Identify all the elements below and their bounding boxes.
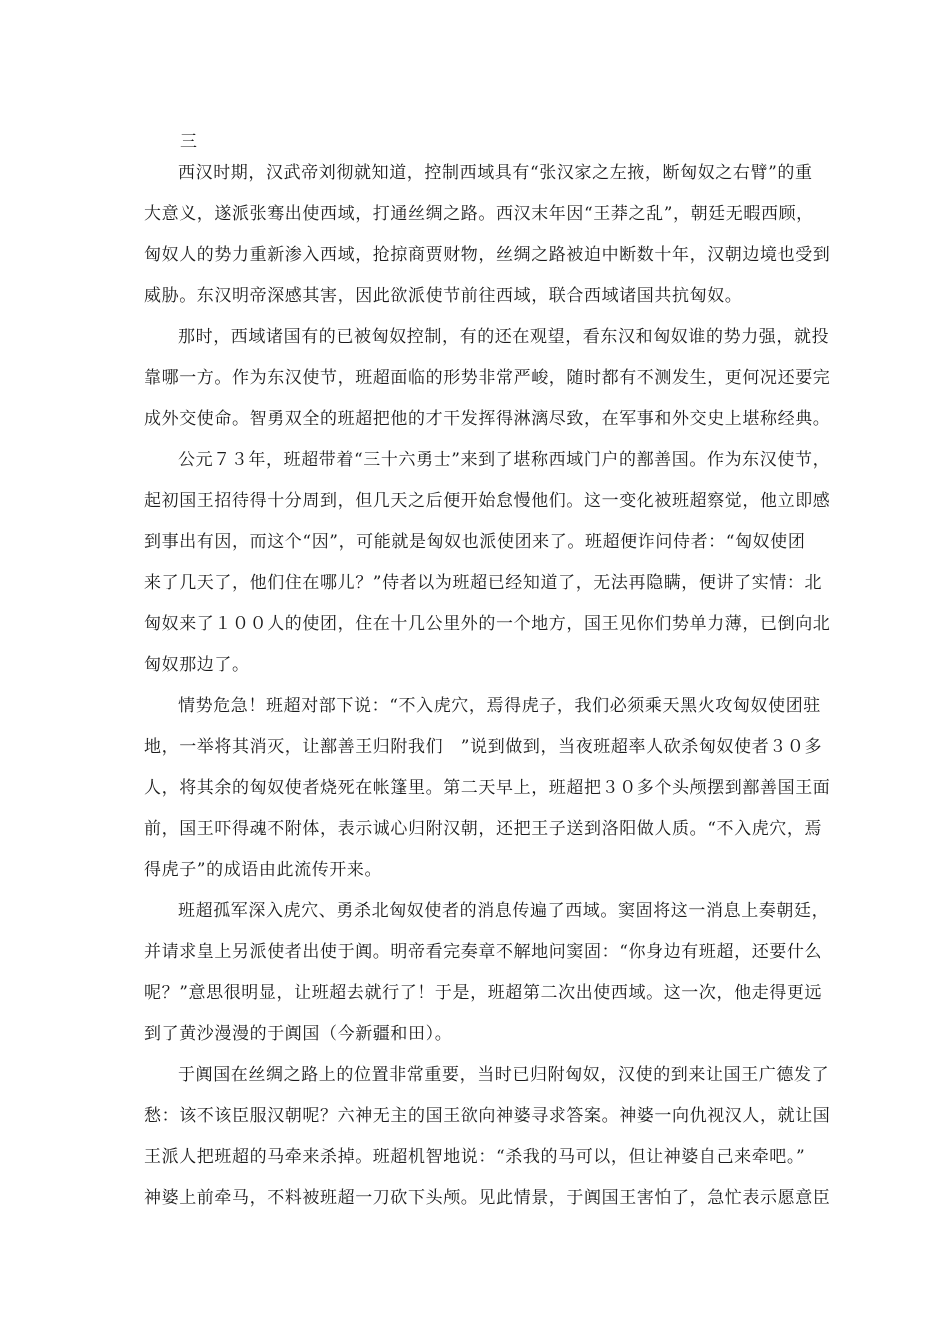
text-line: 地，一举将其消灭，让鄯善王归附我们 ”说到做到，当夜班超率人砍杀匈奴使者３０多 [144, 737, 823, 757]
text-line: 匈奴人的势力重新渗入西域，抢掠商贾财物，丝绸之路被迫中断数十年，汉朝边境也受到 [144, 245, 831, 265]
text-line: 人，将其余的匈奴使者烧死在帐篷里。第二天早上，班超把３０多个头颅摆到鄯善国王面 [144, 778, 831, 798]
text-line: 于阗国在丝绸之路上的位置非常重要，当时已归附匈奴，汉使的到来让国王广德发了 [178, 1065, 830, 1085]
text-line: 匈奴来了１００人的使团，住在十几公里外的一个地方，国王见你们势单力薄，已倒向北 [144, 614, 831, 634]
text-line: 威胁。东汉明帝深感其害，因此欲派使节前往西域，联合西域诸国共抗匈奴。 [144, 286, 743, 306]
text-line: 愁：该不该臣服汉朝呢？六神无主的国王欲向神婆寻求答案。神婆一向仇视汉人，就让国 [144, 1106, 831, 1126]
text-line: 得虎子”的成语由此流传开来。 [144, 860, 383, 880]
text-line: 起初国王招待得十分周到，但几天之后便开始怠慢他们。这一变化被班超察觉，他立即感 [144, 491, 831, 511]
text-line: 前，国王吓得魂不附体，表示诚心归附汉朝，还把王子送到洛阳做人质。“不入虎穴，焉 [144, 819, 823, 839]
text-line: 呢？”意思很明显，让班超去就行了！于是，班超第二次出使西域。这一次，他走得更远 [144, 983, 823, 1003]
text-line: 那时，西域诸国有的已被匈奴控制，有的还在观望，看东汉和匈奴谁的势力强，就投 [178, 327, 830, 347]
text-line: 情势危急！班超对部下说：“不入虎穴，焉得虎子，我们必须乘天黑火攻匈奴使团驻 [178, 696, 821, 716]
text-line: 到了黄沙漫漫的于阗国（今新疆和田）。 [144, 1024, 453, 1044]
text-line: 大意义，遂派张骞出使西域，打通丝绸之路。西汉末年因“王莽之乱”，朝廷无暇西顾， [144, 204, 814, 224]
text-line: 来了几天了，他们住在哪儿？”侍者以为班超已经知道了，无法再隐瞒，便讲了实情：北 [144, 573, 823, 593]
text-line: 神婆上前牵马，不料被班超一刀砍下头颅。见此情景，于阗国王害怕了，急忙表示愿意臣 [144, 1188, 831, 1208]
section-number: 三 [180, 132, 197, 152]
text-line: 并请求皇上另派使者出使于阗。明帝看完奏章不解地问窦固：“你身边有班超，还要什么 [144, 942, 823, 962]
text-line: 班超孤军深入虎穴、勇杀北匈奴使者的消息传遍了西域。窦固将这一消息上奏朝廷， [178, 901, 830, 921]
text-line: 成外交使命。智勇双全的班超把他的才干发挥得淋漓尽致，在军事和外交史上堪称经典。 [144, 409, 831, 429]
text-line: 王派人把班超的马牵来杀掉。班超机智地说：“杀我的马可以，但让神婆自己来牵吧。” [144, 1147, 806, 1167]
text-line: 匈奴那边了。 [144, 655, 250, 675]
text-line: 靠哪一方。作为东汉使节，班超面临的形势非常严峻，随时都有不测发生，更何况还要完 [144, 368, 831, 388]
text-line: 公元７３年，班超带着“三十六勇士”来到了堪称西域门户的鄯善国。作为东汉使节， [178, 450, 831, 470]
text-line: 到事出有因，而这个“因”，可能就是匈奴也派使团来了。班超便诈问侍者：“匈奴使团 [144, 532, 806, 552]
text-line: 西汉时期，汉武帝刘彻就知道，控制西域具有“张汉家之左掖，断匈奴之右臂”的重 [178, 163, 813, 183]
